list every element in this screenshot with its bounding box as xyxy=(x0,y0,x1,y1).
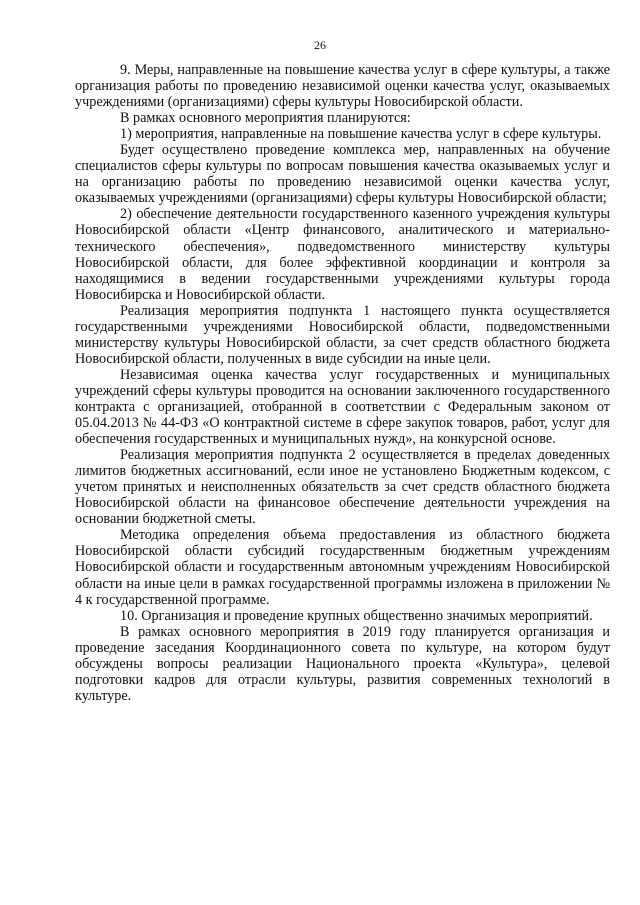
paragraph-training-measures: Будет осуществлено проведение комплекса мер, направленных на обучение специалистов сферы культуры по вопросам повышения качества оказываемых услуг и на организацию работы по проведению независимой оценки качества услуг, оказываемых учреждениями (организациями) сферы культуры Новосибирской области; xyxy=(75,142,610,207)
paragraph-section-10-heading: 10. Организация и проведение крупных общественно значимых мероприятий. xyxy=(120,607,593,624)
page-number: 26 xyxy=(314,38,326,52)
paragraph-independent-assessment: Независимая оценка качества услуг государственных и муниципальных учреждений сферы культуры проводится на основании заключенного государственного контракта с организацией, отобранной в соответствии с Федеральным законом от 05.04.2013 № 44-ФЗ «О контрактной системе в сфере закупок товаров, работ, услуг для обеспечения государственных и муниципальных нужд», на конкурсной основе. xyxy=(75,366,610,448)
paragraph-item-1: 1) мероприятия, направленные на повышение качества услуг в сфере культуры. xyxy=(120,126,602,143)
document-body xyxy=(75,62,610,704)
paragraph-planned-intro: В рамках основного мероприятия планируются: xyxy=(120,110,411,127)
paragraph-implementation-subitem-1: Реализация мероприятия подпункта 1 настоящего пункта осуществляется государственными учреждениями Новосибирской области, подведомственными министерству культуры Новосибирской области, за счет средств областного бюджета Новосибирской области, полученных в виде субсидии на иные цели. xyxy=(75,302,610,367)
paragraph-coordination-council: В рамках основного мероприятия в 2019 году планируется организация и проведение заседания Координационного совета по культуре, на котором будут обсуждены вопросы реализации Национального проекта «Культура», целевой подготовки кадров для отрасли культуры, развития современных технологий в культуре. xyxy=(75,623,610,704)
paragraph-implementation-subitem-2: Реализация мероприятия подпункта 2 осуществляется в пределах доведенных лимитов бюджетных ассигнований, если иное не установлено Бюджетным кодексом, с учетом принятых и неисполненных обязательств за счет средств областного бюджета Новосибирской области на финансовое обеспечение деятельности учреждения на основании бюджетной сметы. xyxy=(75,447,610,528)
paragraph-item-2: 2) обеспечение деятельности государственного казенного учреждения культуры Новосибирской области «Центр финансового, аналитического и материально-технического обеспечения», подведомственного министерству культуры Новосибирской области, для более эффективной координации и контроля за находящимися в ведении государственными учреждениями культуры города Новосибирска и Новосибирской области. xyxy=(75,206,610,303)
paragraph-methodology: Методика определения объема предоставления из областного бюджета Новосибирской области субсидий государственным бюджетным учреждениям Новосибирской области и государственным автономным учреждениям Новосибирской области на иные цели в рамках государственной программы изложена в приложении № 4 к государственной программе. xyxy=(75,527,610,608)
paragraph-section-9-heading: 9. Меры, направленные на повышение качества услуг в сфере культуры, а также организация работы по проведению независимой оценки качества услуг, оказываемых учреждениями (организациями) сферы культуры Новосибирской области. xyxy=(75,62,610,111)
